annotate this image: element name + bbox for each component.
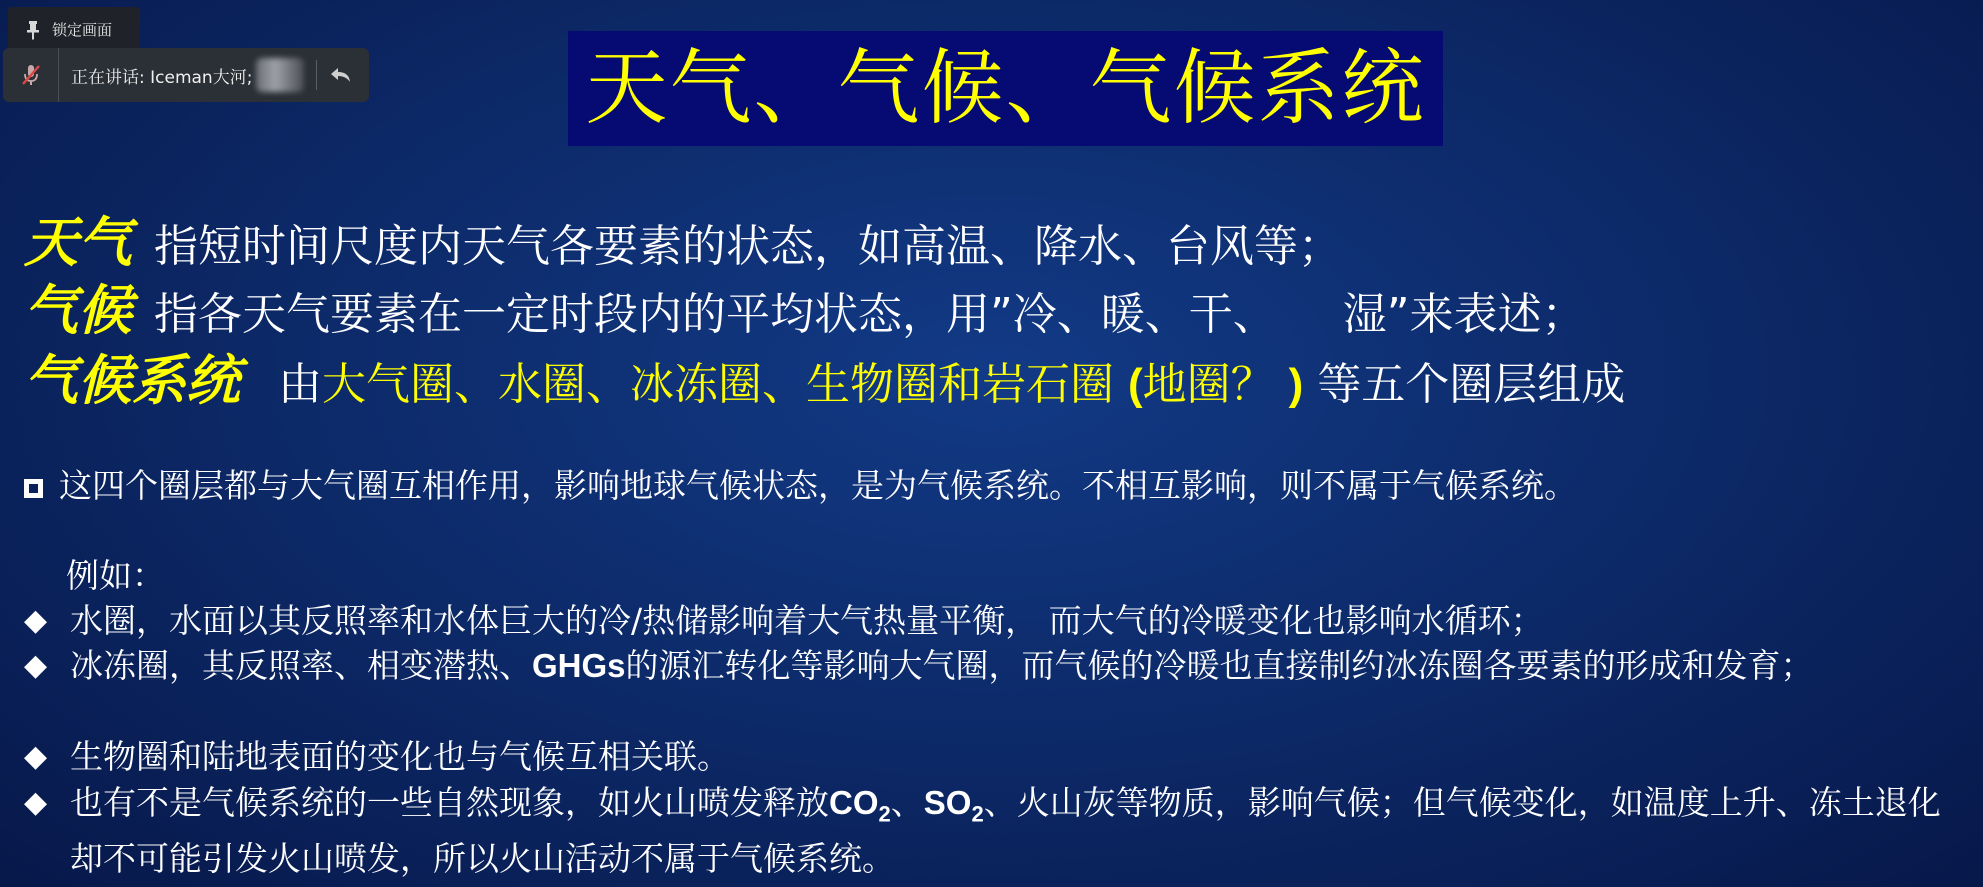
definition-climate <box>24 268 1586 345</box>
example-text: 水圈，水面以其反照率和水体巨大的冷/热储影响着大气热量平衡， 而大气的冷暖变化也影响水循环； <box>70 601 1544 640</box>
speaking-label: 正在讲话: Iceman大河; <box>71 67 253 88</box>
reply-button[interactable] <box>323 48 359 102</box>
reply-icon <box>329 65 353 85</box>
speaking-indicator <box>3 48 369 102</box>
subscript: 2 <box>971 801 984 827</box>
example-item <box>24 644 1964 688</box>
example-text <box>70 781 1964 881</box>
avatar-blurred <box>256 58 304 92</box>
definition-suffix: 等五个圈层组成 <box>1317 359 1626 410</box>
ghg-term: GHGs <box>532 647 626 684</box>
separator: 、 <box>890 783 924 822</box>
subscript: 2 <box>878 801 891 827</box>
example-item <box>24 735 1964 779</box>
paren-open: ( <box>1128 360 1143 409</box>
definition-term: 天气 <box>24 210 132 274</box>
sphere-list: 大气圈、水圈、冰冻圈、生物圈和岩石圈 <box>322 359 1114 410</box>
paren-close: ) <box>1288 360 1304 409</box>
lock-screen-button[interactable] <box>8 7 140 52</box>
diamond-bullet-icon: ◆ <box>24 603 48 638</box>
divider <box>316 60 317 90</box>
definition-text <box>278 348 1625 412</box>
co2-term: CO <box>829 784 879 821</box>
diamond-bullet-icon: ◆ <box>24 739 48 774</box>
definition-term: 气候 <box>24 278 132 342</box>
square-bullet-icon <box>24 479 43 498</box>
definition-weather <box>24 200 1342 277</box>
definition-text: 指各天气要素在一定时段内的平均状态，用”冷、暖、干、 湿”来表述； <box>154 289 1586 340</box>
slide-title-box <box>568 31 1443 146</box>
example-text-part: 的源汇转化等影响大气圈，而气候的冷暖也直接制约冰冻圈各要素的形成和发育； <box>625 646 1814 685</box>
example-text-part: 、火山灰等物质，影响气候；但气候变化，如温度上升、冻土退化却不可能引发火山喷发，所以火山活动不属于气候系统。 <box>70 783 1941 878</box>
example-item <box>24 599 1964 643</box>
main-point <box>24 464 1974 508</box>
lock-screen-label: 锁定画面 <box>52 21 113 39</box>
mic-muted-icon <box>20 63 42 87</box>
definition-text: 指短时间尺度内天气各要素的状态，如高温、降水、台风等； <box>154 221 1342 272</box>
example-item <box>24 781 1964 881</box>
example-label: 例如： <box>66 556 165 595</box>
mic-toggle[interactable] <box>3 48 59 102</box>
main-point-text: 这四个圈层都与大气圈互相作用，影响地球气候状态，是为气候系统。不相互影响，则不属于气候系统。 <box>59 466 1577 505</box>
pin-icon <box>24 20 42 40</box>
slide-title: 天气、气候、气候系统 <box>585 40 1426 136</box>
example-text: 生物圈和陆地表面的变化也与气候互相关联。 <box>70 737 730 776</box>
paren-inner: 地圈？ <box>1142 359 1275 410</box>
definition-climate-system <box>24 338 1625 415</box>
example-text <box>70 644 1964 688</box>
example-text-part: 冰冻圈，其反照率、相变潜热、 <box>70 646 532 685</box>
definition-prefix: 由 <box>278 359 322 410</box>
definition-term: 气候系统 <box>24 348 240 412</box>
diamond-bullet-icon: ◆ <box>24 785 48 820</box>
diamond-bullet-icon: ◆ <box>24 648 48 683</box>
example-text-part: 也有不是气候系统的一些自然现象，如火山喷发释放 <box>70 783 829 822</box>
so2-term: SO <box>923 784 972 821</box>
